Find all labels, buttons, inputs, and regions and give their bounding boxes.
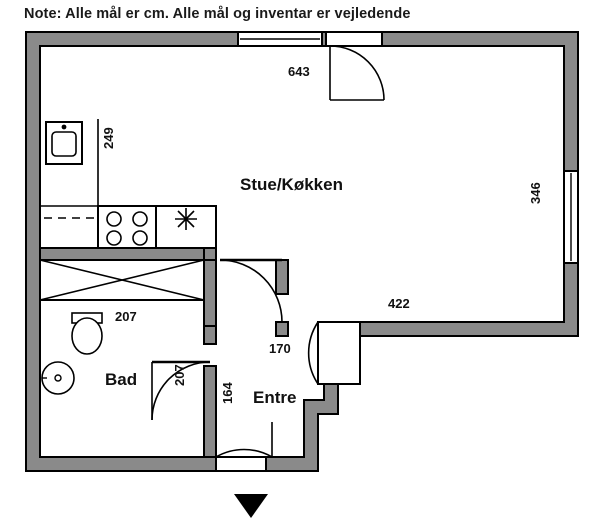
dimension-422: 422 [388,296,410,311]
dimension-207-vertical: 207 [172,364,187,386]
cooktop-burner [156,206,216,248]
toilet [72,313,102,354]
dimension-170: 170 [269,341,291,356]
stove-hob [98,206,156,248]
dimension-346: 346 [528,182,543,204]
floorplan-svg [0,26,600,523]
window-top [238,32,322,46]
window-right [564,171,578,263]
counter-crossed-unit [40,260,204,300]
dimension-249: 249 [101,127,116,149]
dimension-207-horizontal: 207 [115,309,137,324]
floorplan-drawing [0,26,600,523]
room-label-entre: Entre [253,388,297,407]
entrance-arrow [234,494,268,518]
kitchen-sink [46,122,82,164]
note-text: Note: Alle mål er cm. Alle mål og inventar er vejledende [24,6,411,22]
dimension-164: 164 [220,382,235,404]
wash-basin [42,362,74,394]
room-label-stue-kokken: Stue/Køkken [240,175,343,194]
room-label-bad: Bad [105,370,138,389]
dimension-643: 643 [288,64,310,79]
